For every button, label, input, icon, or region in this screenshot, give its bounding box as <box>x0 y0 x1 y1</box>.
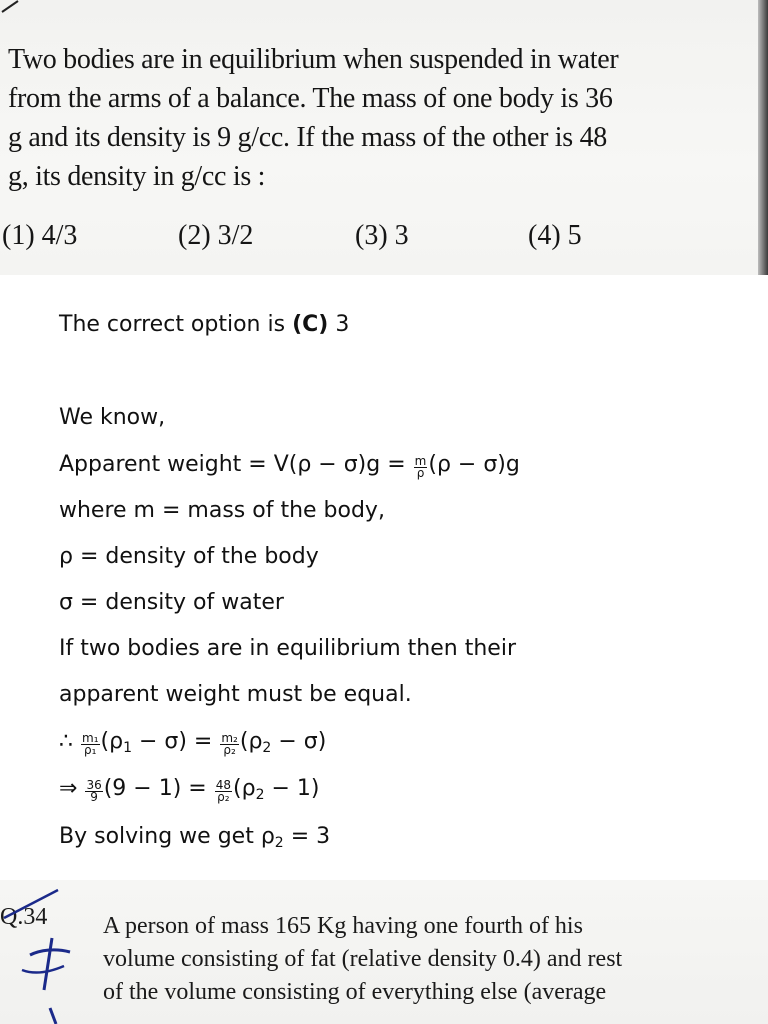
question-line: g, its density in g/cc is : <box>8 161 266 192</box>
equilibrium-line-2: apparent weight must be equal. <box>59 682 412 707</box>
sigma-definition: σ = density of water <box>59 590 284 615</box>
fraction-numerator: m <box>414 454 427 468</box>
equation-2 <box>59 776 319 803</box>
where-m-line: where m = mass of the body, <box>59 498 385 523</box>
next-question-text <box>103 910 729 1009</box>
answer-option: (C) <box>292 312 329 337</box>
equation-text: (ρ <box>239 729 263 754</box>
equation-text: − 1) <box>264 776 320 801</box>
subscript: 2 <box>255 787 265 803</box>
fraction-numerator: m₂ <box>221 731 238 745</box>
result-line <box>59 824 330 851</box>
subscript: 2 <box>262 740 272 756</box>
fraction-denominator: ρ₂ <box>223 743 236 757</box>
page-edge-shadow <box>758 0 768 275</box>
fraction <box>81 733 100 756</box>
option-1: (1) 4/3 <box>2 220 78 251</box>
fraction <box>414 456 428 479</box>
fraction-denominator: ρ <box>416 466 425 480</box>
fraction-numerator: 36 <box>86 778 102 792</box>
question-line: Two bodies are in equilibrium when suspended in water <box>8 44 619 75</box>
corner-mark <box>0 0 40 14</box>
apparent-weight-lhs: Apparent weight = V(ρ − σ)g = <box>59 452 413 477</box>
answer-prefix: The correct option is <box>59 312 286 337</box>
we-know-line: We know, <box>59 405 166 430</box>
option-2: (2) 3/2 <box>178 220 254 251</box>
answer-value: 3 <box>335 312 350 337</box>
therefore-symbol: ∴ <box>59 729 80 754</box>
apparent-weight-rhs: (ρ − σ)g <box>428 452 520 477</box>
fraction <box>215 780 232 803</box>
result-suffix: = 3 <box>283 824 331 849</box>
option-3: (3) 3 <box>355 220 409 251</box>
question-number: Q.34 <box>0 904 48 930</box>
rho-definition: ρ = density of the body <box>59 544 319 569</box>
fraction <box>220 733 239 756</box>
fraction-numerator: 48 <box>215 778 231 792</box>
equilibrium-line-1: If two bodies are in equilibrium then their <box>59 636 516 661</box>
fraction-numerator: m₁ <box>82 731 99 745</box>
equation-text: − σ) <box>271 729 327 754</box>
equation-text: (ρ <box>100 729 124 754</box>
fraction-denominator: ρ₂ <box>217 790 230 804</box>
question-line: g and its density is 9 g/cc. If the mass of the other is 48 <box>8 122 607 153</box>
apparent-weight-line <box>59 452 520 479</box>
equation-text: (9 − 1) = <box>103 776 214 801</box>
result-prefix: By solving we get ρ <box>59 824 275 849</box>
implies-symbol: ⇒ <box>59 776 85 801</box>
answer-line <box>59 312 349 337</box>
fraction <box>85 780 102 803</box>
fraction-denominator: ρ₁ <box>84 743 97 757</box>
question-options <box>0 220 740 260</box>
equation-text: − σ) = <box>131 729 220 754</box>
option-4: (4) 5 <box>528 220 582 251</box>
subscript: 2 <box>274 835 284 851</box>
question-text <box>8 40 730 196</box>
question-line: of the volume consisting of everything else (average <box>103 979 607 1005</box>
question-line: from the arms of a balance. The mass of one body is 36 <box>8 83 613 114</box>
equation-text: (ρ <box>233 776 256 801</box>
fraction-denominator: 9 <box>90 790 98 804</box>
question-line: A person of mass 165 Kg having one fourth of his <box>103 913 583 939</box>
question-scan <box>0 0 768 275</box>
next-question-scan <box>0 880 768 1024</box>
subscript: 1 <box>123 740 132 756</box>
question-line: volume consisting of fat (relative density 0.4) and rest <box>103 946 623 972</box>
equation-1 <box>59 729 326 756</box>
pen-annotation <box>0 880 100 1024</box>
